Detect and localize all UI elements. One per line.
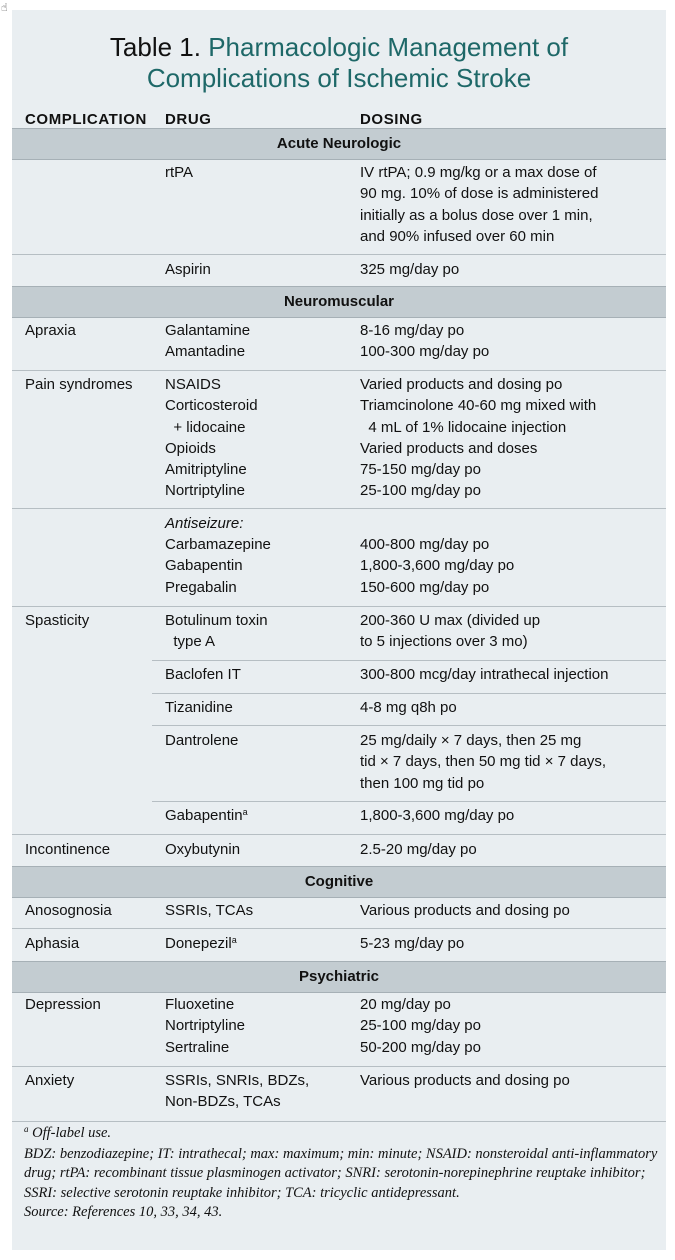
header-dosing: DOSING bbox=[360, 111, 423, 128]
row-divider bbox=[12, 1066, 666, 1067]
footnote-abbreviations: BDZ: benzodiazepine; IT: intrathecal; max: maximum; min: minute; NSAID: nonsteroidal anti-inflammatory drug; rtPA: recombinant tissue plasminogen activator; SNRI: serotonin-norepinephrine reuptake inhibitor; SSRI: selective serotonin reuptake inhibitor; TCA: tricyclic antidepressant. bbox=[24, 1145, 658, 1201]
complication-depression: Depression bbox=[25, 996, 101, 1013]
drug-anosognosia: SSRIs, TCAs bbox=[165, 902, 254, 919]
dosing-oxybutynin: 2.5-20 mg/day po bbox=[360, 841, 477, 858]
table-title bbox=[12, 32, 666, 94]
footnotes bbox=[24, 1124, 658, 1223]
drug-dantrolene: Dantrolene bbox=[165, 732, 239, 749]
title-line-2: Complications of Ischemic Stroke bbox=[146, 63, 532, 93]
dosing-baclofen: 300-800 mcg/day intrathecal injection bbox=[360, 666, 609, 683]
dosing-donepezil: 5-23 mg/day po bbox=[360, 935, 465, 952]
footnote-marker: a bbox=[242, 807, 248, 817]
dosing-pain: Varied products and dosing po Triamcinolone 40-60 mg mixed with 4 mL of 1% lidocaine injection Varied products and doses 75-150 mg/day po 25-100 mg/day po bbox=[360, 376, 597, 500]
row-divider bbox=[152, 693, 666, 694]
dosing-anosognosia: Various products and dosing po bbox=[360, 902, 570, 919]
complication-anosognosia: Anosognosia bbox=[25, 902, 112, 919]
section-neuromuscular: Neuromuscular bbox=[12, 286, 666, 318]
label-antiseizure: Antiseizure: bbox=[165, 515, 244, 532]
drug-anxiety: SSRIs, SNRIs, BDZs, Non-BDZs, TCAs bbox=[165, 1072, 310, 1111]
complication-anxiety: Anxiety bbox=[25, 1072, 75, 1089]
drug-gabapentin-spasticity bbox=[165, 805, 248, 826]
drug-depression: Fluoxetine Nortriptyline Sertraline bbox=[165, 996, 246, 1056]
footnote-offlabel bbox=[24, 1124, 658, 1145]
row-divider bbox=[12, 254, 666, 255]
footnote-marker: a bbox=[24, 1124, 29, 1134]
drug-donepezil bbox=[165, 933, 237, 954]
dosing-tizanidine: 4-8 mg q8h po bbox=[360, 699, 457, 716]
complication-incontinence: Incontinence bbox=[25, 841, 111, 858]
complication-pain: Pain syndromes bbox=[25, 376, 133, 393]
row-divider bbox=[12, 370, 666, 371]
drug-botulinum: Botulinum toxin type A bbox=[165, 612, 268, 651]
dosing-antiseizure: 400-800 mg/day po 1,800-3,600 mg/day po 150-600 mg/day po bbox=[360, 536, 515, 596]
complication-aphasia: Aphasia bbox=[25, 935, 80, 952]
title-line-1: Pharmacologic Management of bbox=[208, 32, 569, 62]
dosing-anxiety: Various products and dosing po bbox=[360, 1072, 570, 1089]
footnote-offlabel-text: Off-label use. bbox=[32, 1125, 112, 1141]
drug-oxybutynin: Oxybutynin bbox=[165, 841, 241, 858]
dosing-botulinum: 200-360 U max (divided up to 5 injections over 3 mo) bbox=[360, 612, 541, 651]
row-divider bbox=[12, 606, 666, 607]
section-acute-neurologic: Acute Neurologic bbox=[12, 128, 666, 160]
complication-spasticity: Spasticity bbox=[25, 612, 90, 629]
drug-rtpa: rtPA bbox=[165, 164, 194, 181]
drug-pain: NSAIDS Corticosteroid + lidocaine Opioids Amitriptyline Nortriptyline bbox=[165, 376, 258, 500]
dosing-dantrolene: 25 mg/daily × 7 days, then 25 mg tid × 7 days, then 50 mg tid × 7 days, then 100 mg tid po bbox=[360, 732, 606, 792]
dosing-depression: 20 mg/day po 25-100 mg/day po 50-200 mg/day po bbox=[360, 996, 481, 1056]
dosing-rtpa: IV rtPA; 0.9 mg/kg or a max dose of 90 mg. 10% of dose is administered initially as a bolus dose over 1 min, and 90% infused over 60 min bbox=[360, 164, 599, 245]
title-lead: Table 1. bbox=[109, 32, 201, 62]
drug-aspirin: Aspirin bbox=[165, 261, 211, 278]
drug-tizanidine: Tizanidine bbox=[165, 699, 233, 716]
drug-antiseizure: Carbamazepine Gabapentin Pregabalin bbox=[165, 536, 271, 596]
footnote-marker: a bbox=[231, 935, 237, 945]
row-divider bbox=[152, 725, 666, 726]
row-divider bbox=[152, 660, 666, 661]
footnote-source: Source: References 10, 33, 34, 43. bbox=[24, 1204, 223, 1220]
header-complication: COMPLICATION bbox=[25, 111, 147, 128]
table-card bbox=[12, 10, 666, 1250]
row-divider bbox=[152, 801, 666, 802]
row-divider bbox=[12, 508, 666, 509]
section-psychiatric: Psychiatric bbox=[12, 961, 666, 993]
complication-apraxia: Apraxia bbox=[25, 322, 76, 339]
hand-pointer-icon: ☝ bbox=[1, 1, 8, 14]
drug-apraxia: Galantamine Amantadine bbox=[165, 322, 251, 361]
drug-gabapentin-name: Gabapentin bbox=[165, 807, 243, 824]
row-divider bbox=[12, 1121, 666, 1122]
header-drug: DRUG bbox=[165, 111, 212, 128]
dosing-aspirin: 325 mg/day po bbox=[360, 261, 460, 278]
dosing-apraxia: 8-16 mg/day po 100-300 mg/day po bbox=[360, 322, 490, 361]
row-divider bbox=[12, 834, 666, 835]
section-cognitive: Cognitive bbox=[12, 866, 666, 898]
drug-baclofen: Baclofen IT bbox=[165, 666, 241, 683]
row-divider bbox=[12, 928, 666, 929]
drug-donepezil-name: Donepezil bbox=[165, 935, 232, 952]
dosing-gabapentin-spasticity: 1,800-3,600 mg/day po bbox=[360, 807, 515, 824]
